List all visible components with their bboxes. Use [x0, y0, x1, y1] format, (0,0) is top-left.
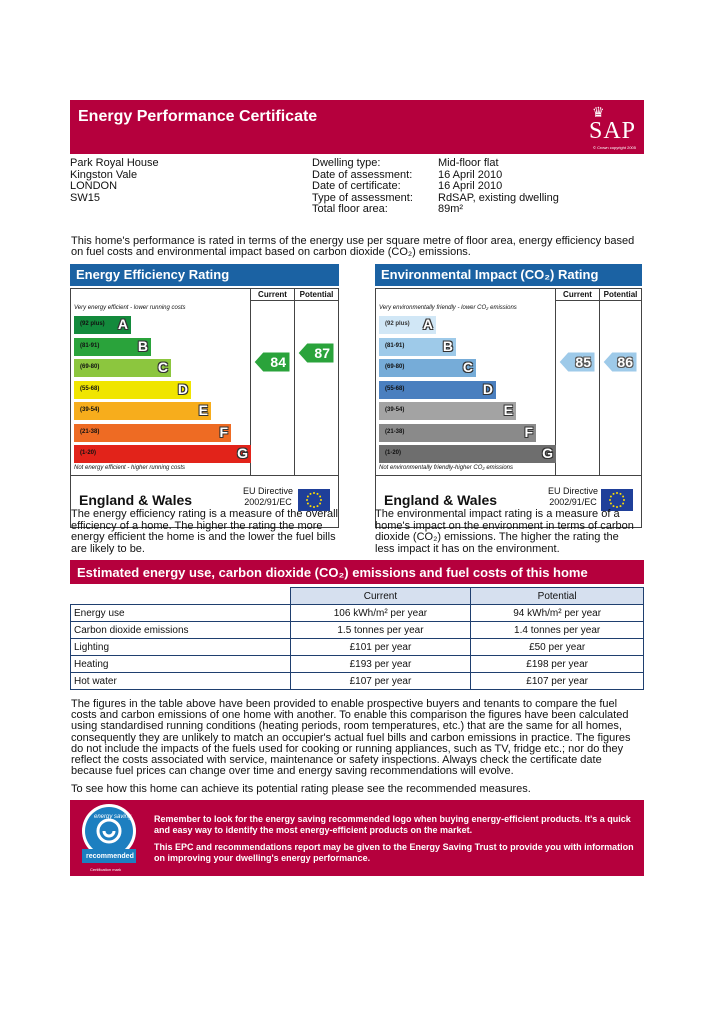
- certificate-title: Energy Performance Certificate: [78, 108, 318, 125]
- rating-band-c: [74, 359, 171, 377]
- table-row: [71, 673, 644, 690]
- region-label: England & Wales: [79, 492, 193, 508]
- sap-copyright: © Crown copyright 2005: [593, 145, 636, 150]
- band-range: (55-68): [385, 385, 405, 392]
- row-potential: 94 kWh/m² per year: [471, 605, 644, 622]
- rating-band-f: [379, 424, 536, 442]
- detail-value: RdSAP, existing dwelling: [438, 191, 559, 204]
- sap-logo: [566, 104, 636, 150]
- rating-band-d: [74, 381, 191, 399]
- rating-band-e: [379, 402, 516, 420]
- band-range: (1-20): [385, 450, 402, 456]
- property-address: [70, 158, 159, 204]
- rating-band-e: [74, 402, 211, 420]
- row-label: Hot water: [71, 673, 291, 690]
- row-label: Energy use: [71, 605, 291, 622]
- column-rule: [294, 301, 295, 475]
- bottom-note: Not environmentally friendly-higher CO₂ emissions: [379, 465, 514, 471]
- eu-directive-number: 2002/91/EC: [549, 497, 597, 507]
- row-current: £107 per year: [290, 673, 471, 690]
- band-letter: C: [157, 359, 168, 375]
- eu-directive-label: EU Directive: [547, 486, 598, 496]
- row-potential: £107 per year: [471, 673, 644, 690]
- band-letter: B: [442, 337, 453, 354]
- efficiency-title: Energy Efficiency Rating: [70, 264, 339, 286]
- detail-row: [312, 158, 559, 170]
- col-current: Current: [290, 588, 471, 605]
- footer-rule: [376, 475, 641, 476]
- bottom-note: Not energy efficient - higher running costs: [74, 465, 186, 471]
- detail-label: Type of assessment:: [312, 191, 413, 204]
- rating-band-c: [379, 359, 476, 377]
- top-note: Very energy efficient - lower running costs: [74, 305, 186, 311]
- band-letter: D: [177, 380, 188, 397]
- estimated-banner: [70, 560, 644, 584]
- figures-paragraph: The figures in the table above have been provided to enable prospective buyers and tenants to compare the fuel costs and carbon emissions of one home with another. To enable this comparison the figures have been calculated using standardised running conditions (heating periods, room temperatures, etc.) that are the same for all homes, consequently they are unlikely to match an occupier's actual fuel bills and carbon emissions in practice. The figures do not include the impacts of the fuels used for cooking or running appliances, such as TV, fridge etc.; nor do they reflect the costs associated with service, maintenance or safety inspections. Always check the certificate date because fuel prices can change over time and energy saving recommendations will evolve.: [71, 698, 631, 778]
- table-row: [71, 605, 644, 622]
- band-range: (92 plus): [385, 321, 410, 327]
- rating-band-f: [74, 424, 231, 442]
- potential-rating-arrow: [603, 352, 637, 372]
- row-potential: £198 per year: [471, 656, 644, 673]
- efficiency-chart: [70, 288, 339, 528]
- environment-chart: [375, 288, 642, 528]
- potential-paragraph: To see how this home can achieve its potential rating please see the recommended measures.: [71, 783, 531, 795]
- band-letter: B: [137, 337, 148, 354]
- band-letter: E: [503, 402, 513, 418]
- table-header-row: [71, 588, 644, 605]
- table-corner: [71, 588, 291, 605]
- row-current: 1.5 tonnes per year: [290, 622, 471, 639]
- rating-band-a: [74, 316, 131, 334]
- address-line: Kingston Vale: [70, 168, 138, 181]
- environment-title: Environmental Impact (CO₂) Rating: [375, 264, 642, 286]
- band-range: (69-80): [385, 364, 405, 370]
- band-letter: G: [237, 445, 248, 461]
- efficiency-panel: [70, 264, 339, 528]
- band-letter: F: [524, 423, 533, 440]
- band-letter: A: [422, 316, 433, 332]
- row-current: £193 per year: [290, 656, 471, 673]
- detail-label: Total floor area:: [312, 203, 388, 215]
- current-rating-arrow: [559, 352, 595, 372]
- row-label: Carbon dioxide emissions: [71, 622, 291, 639]
- band-letter: D: [482, 380, 493, 397]
- detail-label: Date of certificate:: [312, 180, 401, 192]
- band-letter: G: [542, 445, 553, 461]
- band-range: (21-38): [385, 428, 405, 435]
- detail-value: 16 April 2010: [438, 168, 503, 181]
- row-current: £101 per year: [290, 639, 471, 656]
- band-range: (39-54): [385, 407, 405, 413]
- table-row: [71, 639, 644, 656]
- detail-row: [312, 181, 559, 193]
- address-line: LONDON: [70, 180, 118, 192]
- band-range: (55-68): [80, 385, 100, 392]
- eu-directive-number: 2002/91/EC: [244, 497, 292, 507]
- current-rating-arrow-value: 85: [575, 353, 591, 370]
- logo-caption: Certification mark: [90, 867, 122, 872]
- footer-rule: [71, 475, 338, 476]
- rating-band-b: [74, 338, 151, 356]
- col-potential-header: Potential: [599, 289, 641, 301]
- environment-panel: [375, 264, 642, 528]
- top-note: Very environmentally friendly - lower CO₂ emissions: [379, 305, 517, 311]
- eu-directive: [238, 486, 298, 508]
- band-range: (81-91): [80, 342, 100, 349]
- rating-band-g: [74, 445, 251, 463]
- region-label: England & Wales: [384, 492, 498, 508]
- efficiency-description: The energy efficiency rating is a measure of the overall efficiency of a home. The higher the rating the more energy efficient the home is and the lower the fuel bills are likely to be.: [71, 508, 338, 555]
- rating-band-a: [379, 316, 436, 334]
- address-line: SW15: [70, 191, 100, 204]
- address-line: Park Royal House: [70, 157, 159, 169]
- band-range: (21-38): [80, 428, 100, 435]
- col-current-header: Current: [555, 289, 599, 301]
- band-range: (1-20): [80, 450, 97, 456]
- row-label: Lighting: [71, 639, 291, 656]
- detail-row: [312, 204, 559, 216]
- current-rating-arrow: [254, 352, 290, 372]
- row-potential: £50 per year: [471, 639, 644, 656]
- detail-value: 89m²: [438, 203, 464, 215]
- col-current-header: Current: [250, 289, 294, 301]
- col-potential-header: Potential: [294, 289, 338, 301]
- logo-top-text: energy saving: [94, 814, 132, 820]
- rating-band-d: [379, 381, 496, 399]
- col-potential: Potential: [471, 588, 644, 605]
- band-letter: F: [219, 423, 228, 440]
- energy-saving-logo: [76, 803, 142, 872]
- dwelling-details: [312, 158, 559, 216]
- column-rule: [599, 301, 600, 475]
- intro-text: This home's performance is rated in terms of the energy use per square metre of floor area, energy efficiency based on fuel costs and environmental impact based on carbon dioxide (CO₂) emissions.: [71, 235, 635, 258]
- detail-value: Mid-floor flat: [438, 157, 499, 169]
- band-letter: E: [198, 402, 208, 418]
- band-range: (39-54): [80, 407, 100, 413]
- energy-saving-band: [70, 800, 644, 876]
- band-range: (69-80): [80, 364, 100, 370]
- band-range: (92 plus): [80, 321, 105, 327]
- estimated-title: Estimated energy use, carbon dioxide (CO₂) emissions and fuel costs of this home: [77, 565, 588, 580]
- row-label: Heating: [71, 656, 291, 673]
- potential-rating-arrow-value: 86: [617, 353, 633, 370]
- eu-directive-label: EU Directive: [242, 486, 293, 496]
- band-letter: C: [462, 359, 473, 375]
- energy-saving-text-2: This EPC and recommendations report may be given to the Energy Saving Trust to provide you with information on improving your dwelling's energy performance.: [154, 842, 634, 863]
- potential-rating-arrow: [298, 343, 334, 363]
- row-current: 106 kWh/m² per year: [290, 605, 471, 622]
- energy-saving-text-1: Remember to look for the energy saving recommended logo when buying energy-efficient products. It's a quick and easy way to identify the most energy-efficient products on the market.: [154, 814, 631, 835]
- rating-band-g: [379, 445, 556, 463]
- certificate-banner: [70, 100, 644, 154]
- current-rating-arrow-value: 84: [270, 353, 286, 370]
- detail-label: Date of assessment:: [312, 168, 413, 181]
- crown-icon: ♛: [592, 104, 605, 120]
- row-potential: 1.4 tonnes per year: [471, 622, 644, 639]
- cost-table: [70, 587, 644, 690]
- sap-logo-text: SAP: [588, 118, 636, 144]
- band-letter: A: [117, 316, 128, 332]
- detail-value: 16 April 2010: [438, 180, 503, 192]
- table-row: [71, 622, 644, 639]
- table-row: [71, 656, 644, 673]
- potential-rating-arrow-value: 87: [314, 344, 330, 361]
- rating-band-b: [379, 338, 456, 356]
- eu-directive: [543, 486, 603, 508]
- environment-description: The environmental impact rating is a measure of a home's impact on the environment in terms of carbon dioxide (CO₂) emissions. The higher the rating the less impact it has on the environment.: [375, 508, 634, 555]
- band-range: (81-91): [385, 342, 405, 349]
- detail-label: Dwelling type:: [312, 157, 381, 169]
- logo-bottom-text: recommended: [86, 853, 134, 860]
